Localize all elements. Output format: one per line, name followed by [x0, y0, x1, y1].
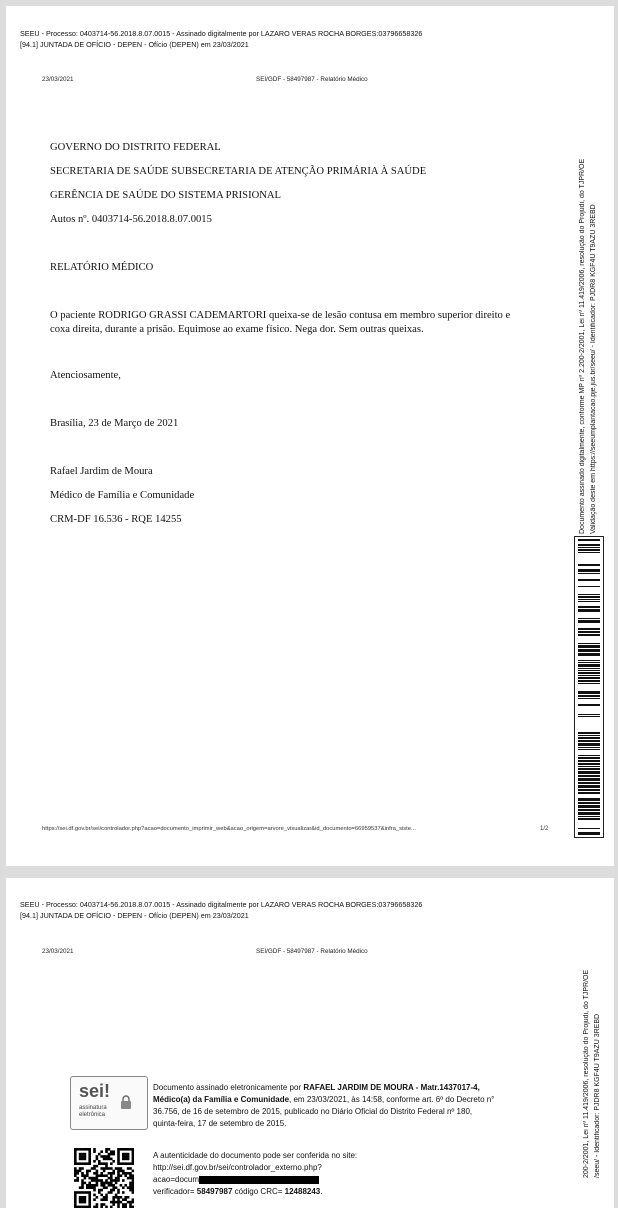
- signature-line-1: [153, 1082, 480, 1094]
- doctor-name: Rafael Jardim de Moura: [50, 466, 153, 477]
- autos-number: Autos nº. 0403714-56.2018.8.07.0015: [50, 214, 212, 225]
- seal-sub1: assinatura: [79, 1105, 107, 1111]
- barcode-image: [574, 536, 604, 838]
- doctor-role: Médico de Família e Comunidade: [50, 490, 195, 501]
- sig-l2-b: , em 23/03/2021, às 14:58, conforme art. 6º do Decreto n°: [289, 1095, 495, 1104]
- seeu-header-line2: [94.1] JUNTADA DE OFÍCIO - DEPEN - Ofício (DEPEN) em 23/03/2021: [20, 40, 249, 49]
- auth-l4-a: verificador=: [153, 1187, 197, 1196]
- document-page-2: [6, 878, 614, 1208]
- gerencia-heading: GERÊNCIA DE SAÚDE DO SISTEMA PRISIONAL: [50, 190, 282, 201]
- print-doc-id-p2: SEI/GDF - 58497987 - Relatório Médico: [256, 948, 368, 955]
- redaction-bar: [199, 1176, 319, 1184]
- place-date: Brasília, 23 de Março de 2021: [50, 418, 179, 429]
- side-signature-text-p2-2: /seeu/ - Identificador: PJDR8 KGF4U T9AZU 3REBD: [594, 1013, 601, 1178]
- closing: Atenciosamente,: [50, 370, 121, 381]
- seal-sub2: eletrônica: [79, 1112, 106, 1118]
- report-title: RELATÓRIO MÉDICO: [50, 262, 154, 273]
- auth-l4-b: 58497987: [196, 1187, 233, 1196]
- barcode-graphic: [575, 537, 603, 837]
- doctor-crm: CRM-DF 16.536 - RQE 14255: [50, 514, 182, 525]
- document-page-1: [6, 6, 614, 866]
- secretaria-heading: SECRETARIA DE SAÚDE SUBSECRETARIA DE ATENÇÃO PRIMÁRIA À SAÚDE: [50, 166, 427, 177]
- signature-line-3: 36.756, de 16 de setembro de 2015, publicado no Diário Oficial do Distrito Federal nº 180,: [153, 1107, 473, 1116]
- seeu-header-line2-p2: [94.1] JUNTADA DE OFÍCIO - DEPEN - Ofício (DEPEN) em 23/03/2021: [20, 911, 249, 920]
- report-paragraph-line1: O paciente RODRIGO GRASSI CADEMARTORI queixa-se de lesão contusa em membro superior direito e: [50, 310, 511, 321]
- footer-page-number: 1/2: [540, 826, 549, 832]
- lock-icon: [120, 1095, 132, 1109]
- auth-l4-c: código CRC=: [232, 1187, 285, 1196]
- report-paragraph-line2: coxa direita, durante a prisão. Equimose ao exame físico. Nega dor. Sem outras queixas.: [50, 324, 424, 335]
- auth-line-1: A autenticidade do documento pode ser conferida no site:: [153, 1151, 358, 1160]
- gov-heading: GOVERNO DO DISTRITO FEDERAL: [50, 142, 221, 153]
- sei-logo-text: sei!: [79, 1081, 111, 1101]
- auth-line-4: [153, 1186, 322, 1198]
- seeu-header-line1: SEEU - Processo: 0403714-56.2018.8.07.0015 - Assinado digitalmente por LAZARO VERAS ROCHA BORGES:03796658326: [20, 29, 423, 38]
- footer-url: https://sei.df.gov.br/sei/controlador.php?acao=documento_imprimir_web&acao_origem=arvore_visualizar&id_documento=66959537&infra_siste...: [42, 826, 416, 832]
- seeu-header-line1-p2: SEEU - Processo: 0403714-56.2018.8.07.0015 - Assinado digitalmente por LAZARO VERAS ROCHA BORGES:03796658326: [20, 900, 423, 909]
- print-date: 23/03/2021: [42, 76, 74, 83]
- signature-line-4: quinta-feira, 17 de setembro de 2015.: [153, 1119, 287, 1128]
- side-signature-text-p2-1: 200-2/2001, Lei nº 11.419/2006, resolução do Projudi, do TJPR/OE: [583, 969, 590, 1178]
- auth-l4-d: 12488243: [284, 1187, 321, 1196]
- signature-line-2: [153, 1094, 494, 1106]
- qr-code: [74, 1148, 134, 1208]
- side-signature-text-1: Documento assinado digitalmente, conforme MP nº 2.200-2/2001, Lei nº 11.419/2006, resolução do Projudi, do TJPR/OE: [579, 158, 586, 534]
- sig-l1-b: RAFAEL JARDIM DE MOURA - Matr.1437017-4,: [303, 1083, 480, 1092]
- print-doc-id: SEI/GDF - 58497987 - Relatório Médico: [256, 76, 368, 83]
- auth-line-2: http://sei.df.gov.br/sei/controlador_externo.php?: [153, 1163, 322, 1172]
- sei-signature-seal: [70, 1076, 148, 1130]
- auth-l3-text: acao=docum: [153, 1175, 200, 1184]
- auth-line-3: [153, 1174, 319, 1186]
- sig-l1-a: Documento assinado eletronicamente por: [153, 1083, 304, 1092]
- auth-l4-e: .: [320, 1187, 323, 1196]
- sig-l2-a: Médico(a) da Família e Comunidade: [153, 1095, 290, 1104]
- side-signature-text-2: Validação deste em https://seeumplantacao.pje.jus.br/seeu/ - Identificador: PJDR8 KGF4U T9AZU 3REBD: [590, 204, 597, 534]
- print-date-p2: 23/03/2021: [42, 948, 74, 955]
- qr-code-graphic: [74, 1148, 134, 1208]
